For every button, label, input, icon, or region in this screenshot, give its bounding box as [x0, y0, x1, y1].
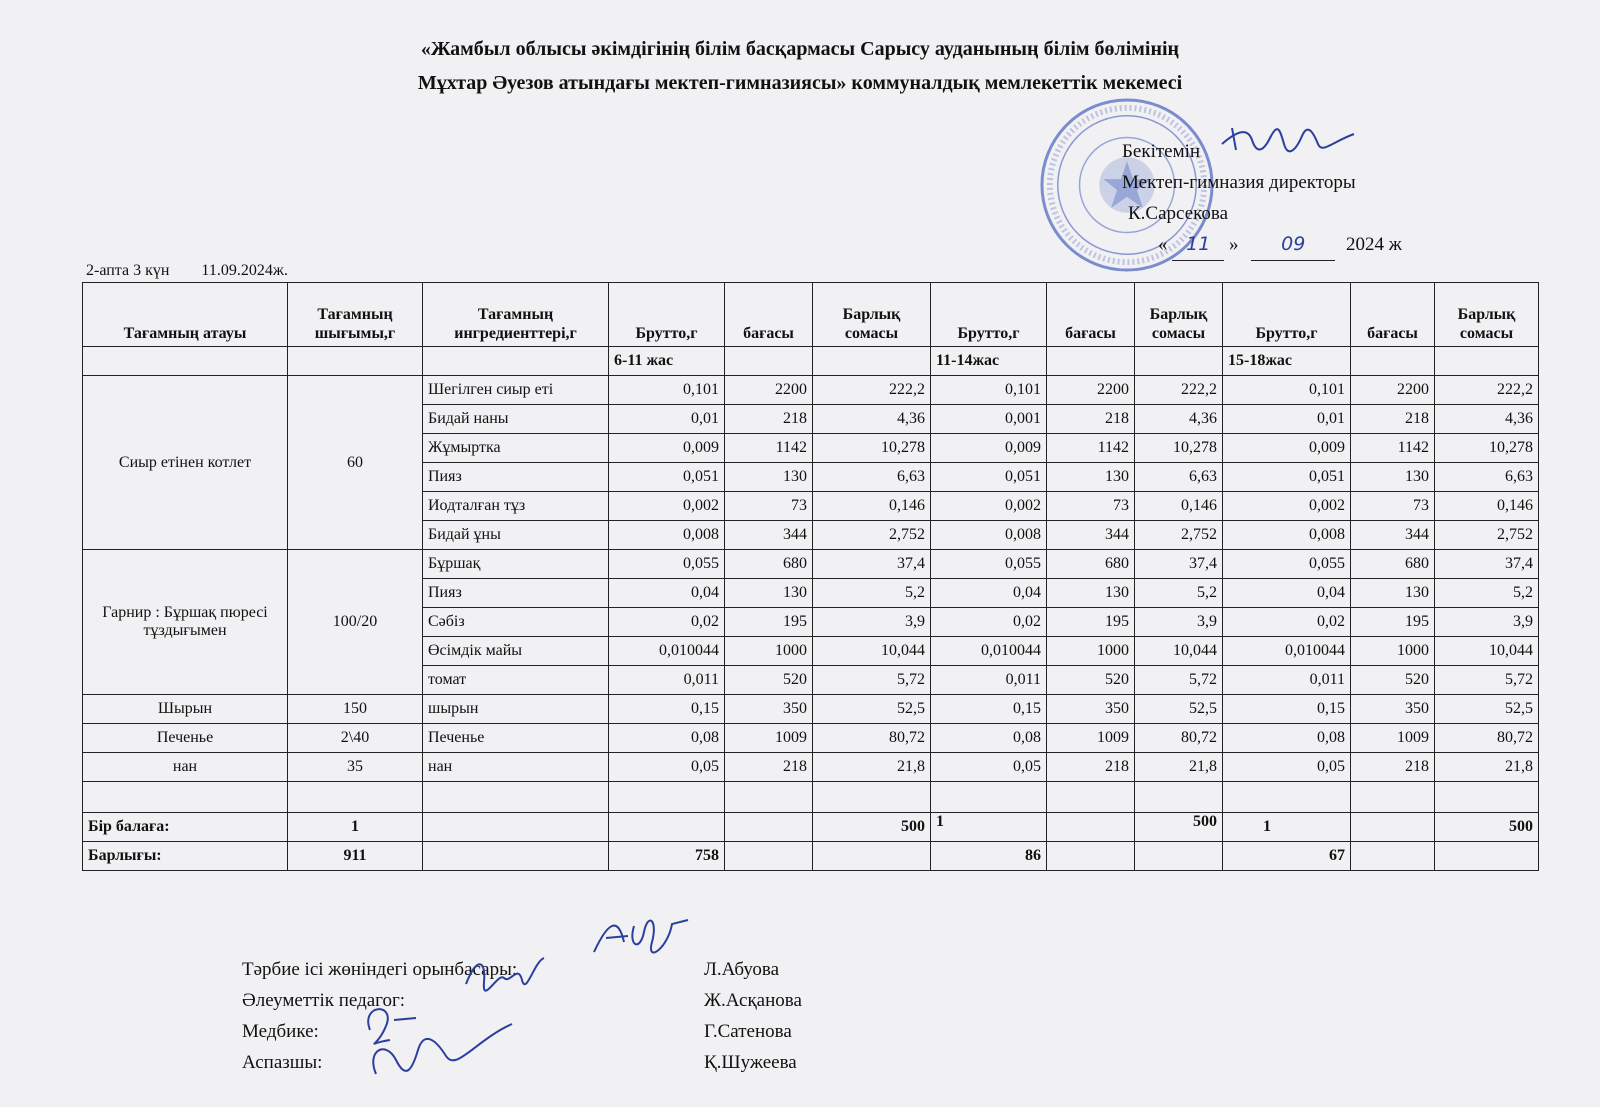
value-cell: 5,2	[1435, 579, 1539, 608]
column-header: Тағамның ингредиенттері,г	[423, 283, 609, 347]
value-cell: 195	[1351, 608, 1435, 637]
signature-role: Медбике:	[242, 1021, 319, 1042]
value-cell: 21,8	[1435, 753, 1539, 782]
date-year: 2024 ж	[1346, 234, 1402, 255]
column-header: бағасы	[725, 283, 813, 347]
ingredient-name: Пияз	[423, 463, 609, 492]
column-header: Барлық сомасы	[1435, 283, 1539, 347]
value-cell: 0,055	[1223, 550, 1351, 579]
value-cell: 4,36	[1135, 405, 1223, 434]
column-header: Тағамның атауы	[83, 283, 288, 347]
value-cell: 1000	[1047, 637, 1135, 666]
ingredient-name: Бидай ұны	[423, 521, 609, 550]
value-cell: 0,02	[931, 608, 1047, 637]
total-group-value: 67	[1223, 842, 1351, 871]
value-cell: 1000	[725, 637, 813, 666]
value-cell: 0,011	[1223, 666, 1351, 695]
value-cell: 0,08	[609, 724, 725, 753]
deputy-signature	[588, 912, 698, 960]
value-cell: 0,05	[931, 753, 1047, 782]
dish-yield: 60	[288, 376, 423, 550]
total-label: Барлығы:	[83, 842, 288, 871]
value-cell: 218	[1047, 753, 1135, 782]
column-header: Барлық сомасы	[1135, 283, 1223, 347]
ingredient-name: нан	[423, 753, 609, 782]
value-cell: 0,010044	[1223, 637, 1351, 666]
value-cell: 0,008	[609, 521, 725, 550]
value-cell: 0,008	[931, 521, 1047, 550]
date-day: 11	[1172, 229, 1224, 261]
per-child-sum: 500	[813, 813, 931, 842]
value-cell: 0,02	[1223, 608, 1351, 637]
signature-role: Аспазшы:	[242, 1052, 323, 1073]
value-cell: 0,146	[813, 492, 931, 521]
social-pedagogue-signature	[462, 952, 548, 992]
value-cell: 52,5	[1135, 695, 1223, 724]
value-cell: 222,2	[1135, 376, 1223, 405]
total-row	[83, 842, 1539, 871]
value-cell: 2200	[1351, 376, 1435, 405]
value-cell: 350	[1351, 695, 1435, 724]
value-cell: 4,36	[813, 405, 931, 434]
per-child-sum: 500	[1135, 813, 1223, 842]
value-cell: 0,04	[1223, 579, 1351, 608]
value-cell: 0,08	[931, 724, 1047, 753]
value-cell: 344	[725, 521, 813, 550]
total-group-value: 758	[609, 842, 725, 871]
value-cell: 0,01	[1223, 405, 1351, 434]
per-child-count: 1	[1223, 813, 1351, 842]
dish-name: Сиыр етінен котлет	[83, 376, 288, 550]
value-cell: 3,9	[1435, 608, 1539, 637]
value-cell: 0,08	[1223, 724, 1351, 753]
ingredient-name: Бұршақ	[423, 550, 609, 579]
value-cell: 350	[1047, 695, 1135, 724]
value-cell: 0,051	[609, 463, 725, 492]
table-row	[83, 695, 1539, 724]
column-header: Брутто,г	[609, 283, 725, 347]
value-cell: 1142	[1047, 434, 1135, 463]
value-cell: 680	[1351, 550, 1435, 579]
value-cell: 5,72	[813, 666, 931, 695]
age-group-label: 15-18жас	[1223, 347, 1351, 376]
value-cell: 6,63	[1435, 463, 1539, 492]
value-cell: 218	[725, 405, 813, 434]
value-cell: 10,044	[1135, 637, 1223, 666]
total-group-value: 86	[931, 842, 1047, 871]
per-child-label: Бір балаға:	[83, 813, 288, 842]
value-cell: 0,15	[1223, 695, 1351, 724]
column-header: Тағамның шығымы,г	[288, 283, 423, 347]
value-cell: 520	[725, 666, 813, 695]
value-cell: 680	[1047, 550, 1135, 579]
dish-name: нан	[83, 753, 288, 782]
value-cell: 195	[725, 608, 813, 637]
header-row	[83, 283, 1539, 347]
value-cell: 10,278	[813, 434, 931, 463]
approve-label: Бекітемін	[1122, 141, 1201, 162]
dish-yield: 35	[288, 753, 423, 782]
value-cell: 0,101	[931, 376, 1047, 405]
value-cell: 520	[1351, 666, 1435, 695]
value-cell: 218	[725, 753, 813, 782]
ingredient-name: Жұмыртка	[423, 434, 609, 463]
value-cell: 0,009	[1223, 434, 1351, 463]
value-cell: 0,05	[1223, 753, 1351, 782]
value-cell: 218	[1351, 405, 1435, 434]
signature-role: Әлеуметтік педагог:	[242, 990, 406, 1011]
dish-yield: 100/20	[288, 550, 423, 695]
value-cell: 0,002	[931, 492, 1047, 521]
value-cell: 130	[725, 463, 813, 492]
per-child-row	[83, 813, 1539, 842]
per-child-count: 1	[288, 813, 423, 842]
value-cell: 0,101	[609, 376, 725, 405]
value-cell: 0,055	[931, 550, 1047, 579]
value-cell: 0,055	[609, 550, 725, 579]
value-cell: 80,72	[1135, 724, 1223, 753]
value-cell: 680	[725, 550, 813, 579]
table-row	[83, 550, 1539, 579]
signature-name: Ж.Асқанова	[704, 990, 802, 1011]
value-cell: 130	[725, 579, 813, 608]
ingredient-name: Шегілген сиыр еті	[423, 376, 609, 405]
day-line	[86, 262, 288, 280]
date-month: 09	[1251, 229, 1335, 261]
value-cell: 2,752	[1435, 521, 1539, 550]
value-cell: 0,001	[931, 405, 1047, 434]
org-title-line-1: «Жамбыл облысы әкімдігінің білім басқармасы Сарысу ауданының білім бөлімінің	[420, 38, 1180, 60]
value-cell: 130	[1351, 463, 1435, 492]
value-cell: 1142	[725, 434, 813, 463]
value-cell: 10,278	[1135, 434, 1223, 463]
org-title-line-2: Мұхтар Әуезов атындағы мектеп-гимназиясы» коммуналдық мемлекеттік мекемесі	[417, 72, 1183, 94]
value-cell: 0,15	[931, 695, 1047, 724]
column-header: Брутто,г	[931, 283, 1047, 347]
signature-name: Л.Абуова	[704, 959, 780, 980]
value-cell: 5,72	[1135, 666, 1223, 695]
value-cell: 2,752	[813, 521, 931, 550]
per-child-sum: 500	[1435, 813, 1539, 842]
value-cell: 5,2	[813, 579, 931, 608]
value-cell: 0,002	[1223, 492, 1351, 521]
value-cell: 0,146	[1135, 492, 1223, 521]
signature-name: Г.Сатенова	[704, 1021, 792, 1042]
approval-block	[1122, 136, 1402, 261]
value-cell: 10,044	[813, 637, 931, 666]
value-cell: 73	[1351, 492, 1435, 521]
column-header: бағасы	[1351, 283, 1435, 347]
value-cell: 2200	[1047, 376, 1135, 405]
menu-date: 11.09.2024ж.	[201, 262, 288, 279]
value-cell: 37,4	[1135, 550, 1223, 579]
value-cell: 0,051	[931, 463, 1047, 492]
value-cell: 130	[1351, 579, 1435, 608]
value-cell: 52,5	[1435, 695, 1539, 724]
ingredient-name: томат	[423, 666, 609, 695]
value-cell: 0,009	[609, 434, 725, 463]
value-cell: 218	[1351, 753, 1435, 782]
value-cell: 21,8	[1135, 753, 1223, 782]
value-cell: 0,101	[1223, 376, 1351, 405]
value-cell: 1009	[725, 724, 813, 753]
value-cell: 0,009	[931, 434, 1047, 463]
value-cell: 222,2	[813, 376, 931, 405]
value-cell: 37,4	[813, 550, 931, 579]
value-cell: 0,011	[609, 666, 725, 695]
dish-name: Шырын	[83, 695, 288, 724]
nurse-cook-signature	[356, 1000, 516, 1080]
age-group-label: 6-11 жас	[609, 347, 725, 376]
ingredient-name: Печенье	[423, 724, 609, 753]
director-position: Мектеп-гимназия директоры	[1122, 172, 1356, 193]
value-cell: 130	[1047, 463, 1135, 492]
value-cell: 0,008	[1223, 521, 1351, 550]
date-open-quote: «	[1158, 234, 1168, 255]
value-cell: 1009	[1351, 724, 1435, 753]
value-cell: 218	[1047, 405, 1135, 434]
director-name: К.Сарсекова	[1128, 203, 1229, 224]
empty-row	[83, 782, 1539, 813]
value-cell: 6,63	[813, 463, 931, 492]
value-cell: 344	[1351, 521, 1435, 550]
value-cell: 4,36	[1435, 405, 1539, 434]
age-group-row	[83, 347, 1539, 376]
value-cell: 0,04	[609, 579, 725, 608]
value-cell: 130	[1047, 579, 1135, 608]
value-cell: 3,9	[813, 608, 931, 637]
ingredient-name: шырын	[423, 695, 609, 724]
value-cell: 10,044	[1435, 637, 1539, 666]
value-cell: 3,9	[1135, 608, 1223, 637]
table-row	[83, 724, 1539, 753]
value-cell: 6,63	[1135, 463, 1223, 492]
value-cell: 2200	[725, 376, 813, 405]
menu-table	[82, 282, 1539, 871]
value-cell: 1142	[1351, 434, 1435, 463]
value-cell: 5,72	[1435, 666, 1539, 695]
column-header: Брутто,г	[1223, 283, 1351, 347]
value-cell: 0,002	[609, 492, 725, 521]
value-cell: 1000	[1351, 637, 1435, 666]
value-cell: 0,15	[609, 695, 725, 724]
dish-name: Печенье	[83, 724, 288, 753]
value-cell: 0,010044	[609, 637, 725, 666]
value-cell: 0,02	[609, 608, 725, 637]
value-cell: 73	[1047, 492, 1135, 521]
value-cell: 73	[725, 492, 813, 521]
total-count: 911	[288, 842, 423, 871]
value-cell: 1009	[1047, 724, 1135, 753]
value-cell: 195	[1047, 608, 1135, 637]
value-cell: 0,051	[1223, 463, 1351, 492]
value-cell: 2,752	[1135, 521, 1223, 550]
value-cell: 5,2	[1135, 579, 1223, 608]
value-cell: 10,278	[1435, 434, 1539, 463]
value-cell: 520	[1047, 666, 1135, 695]
value-cell: 21,8	[813, 753, 931, 782]
ingredient-name: Иодталған тұз	[423, 492, 609, 521]
table-row	[83, 753, 1539, 782]
value-cell: 0,146	[1435, 492, 1539, 521]
value-cell: 80,72	[813, 724, 931, 753]
value-cell: 0,04	[931, 579, 1047, 608]
approval-date	[1122, 229, 1402, 261]
signature-name: Қ.Шужеева	[704, 1052, 797, 1073]
ingredient-name: Бидай наны	[423, 405, 609, 434]
ingredient-name: Өсімдік майы	[423, 637, 609, 666]
value-cell: 0,01	[609, 405, 725, 434]
value-cell: 350	[725, 695, 813, 724]
value-cell: 0,05	[609, 753, 725, 782]
column-header: бағасы	[1047, 283, 1135, 347]
column-header: Барлық сомасы	[813, 283, 931, 347]
date-close-quote: »	[1229, 234, 1239, 255]
value-cell: 0,011	[931, 666, 1047, 695]
ingredient-name: Сәбіз	[423, 608, 609, 637]
per-child-count: 1	[931, 813, 1047, 842]
value-cell: 222,2	[1435, 376, 1539, 405]
ingredient-name: Пияз	[423, 579, 609, 608]
dish-yield: 2\40	[288, 724, 423, 753]
dish-yield: 150	[288, 695, 423, 724]
value-cell: 0,010044	[931, 637, 1047, 666]
value-cell: 344	[1047, 521, 1135, 550]
week-day: 2-апта 3 күн	[86, 262, 170, 279]
table-row	[83, 376, 1539, 405]
age-group-label: 11-14жас	[931, 347, 1047, 376]
value-cell: 37,4	[1435, 550, 1539, 579]
dish-name: Гарнир : Бұршақ пюресі тұздығымен	[83, 550, 288, 695]
value-cell: 52,5	[813, 695, 931, 724]
signature-role: Тәрбие ісі жөніндегі орынбасары:	[242, 959, 518, 980]
value-cell: 80,72	[1435, 724, 1539, 753]
